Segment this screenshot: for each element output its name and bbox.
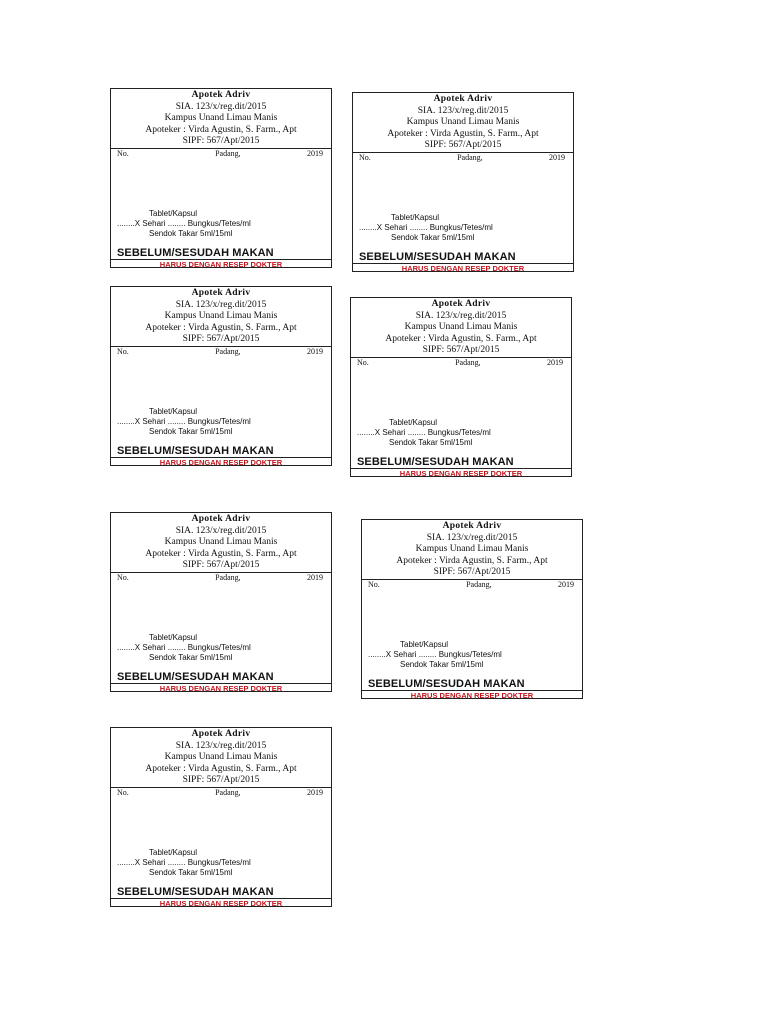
place-label: Padang, [466,579,492,589]
pharmacy-address: Kampus Unand Limau Manis [164,113,278,123]
pharmacy-name: Apotek Adriv [191,514,251,524]
dosage-frequency: ........X Sehari ........ Bungkus/Tetes/ml [117,417,251,426]
place-label: Padang, [455,357,481,367]
prescription-warning: HARUS DENGAN RESEP DOKTER [353,263,573,273]
year-label: 2019 [549,152,565,162]
dosage-form: Tablet/Kapsul [149,848,198,857]
pharmacy-address: Kampus Unand Limau Manis [164,752,278,762]
label-header [353,93,573,152]
meal-instruction: SEBELUM/SESUDAH MAKAN [368,678,525,690]
dosage-form: Tablet/Kapsul [391,213,440,222]
prescription-info-row [111,149,331,159]
number-label: No. [117,572,129,582]
dosage-frequency: ........X Sehari ........ Bungkus/Tetes/ml [117,858,251,867]
dosage-frequency: ........X Sehari ........ Bungkus/Tetes/ml [117,219,251,228]
pharmacist-name: Apoteker : Virda Agustin, S. Farm., Apt [145,124,297,135]
number-label: No. [359,152,371,162]
place-label: Padang, [215,572,241,582]
sipf-number: SIPF: 567/Apt/2015 [182,560,260,570]
meal-instruction: SEBELUM/SESUDAH MAKAN [359,251,516,263]
dosage-form: Tablet/Kapsul [149,209,198,218]
sia-number: SIA. 123/x/reg.dit/2015 [417,105,509,116]
dosage-block [111,848,251,878]
place-label: Padang, [215,346,241,356]
label-header [351,298,571,357]
prescription-warning: HARUS DENGAN RESEP DOKTER [111,259,331,269]
dosage-measure: Sendok Takar 5ml/15ml [149,653,233,662]
pharmacy-label [110,512,332,692]
number-label: No. [117,148,129,158]
prescription-info-row [111,573,331,583]
sipf-number: SIPF: 567/Apt/2015 [422,345,500,355]
meal-instruction: SEBELUM/SESUDAH MAKAN [117,886,274,898]
pharmacy-name: Apotek Adriv [191,288,251,298]
dosage-measure: Sendok Takar 5ml/15ml [149,427,233,436]
pharmacist-name: Apoteker : Virda Agustin, S. Farm., Apt [396,555,548,566]
label-header [111,89,331,148]
pharmacy-name: Apotek Adriv [191,729,251,739]
sipf-number: SIPF: 567/Apt/2015 [433,567,511,577]
dosage-measure: Sendok Takar 5ml/15ml [391,233,475,242]
place-label: Padang, [215,787,241,797]
pharmacist-name: Apoteker : Virda Agustin, S. Farm., Apt [385,333,537,344]
pharmacist-name: Apoteker : Virda Agustin, S. Farm., Apt [145,322,297,333]
place-label: Padang, [457,152,483,162]
number-label: No. [368,579,380,589]
prescription-warning: HARUS DENGAN RESEP DOKTER [362,690,582,700]
place-label: Padang, [215,148,241,158]
year-label: 2019 [558,579,574,589]
year-label: 2019 [307,572,323,582]
year-label: 2019 [307,787,323,797]
label-header [111,728,331,787]
pharmacist-name: Apoteker : Virda Agustin, S. Farm., Apt [145,763,297,774]
pharmacist-name: Apoteker : Virda Agustin, S. Farm., Apt [145,548,297,559]
number-label: No. [117,346,129,356]
pharmacy-address: Kampus Unand Limau Manis [415,544,529,554]
pharmacy-address: Kampus Unand Limau Manis [164,537,278,547]
dosage-frequency: ........X Sehari ........ Bungkus/Tetes/ml [117,643,251,652]
dosage-frequency: ........X Sehari ........ Bungkus/Tetes/ml [359,223,493,232]
prescription-info-row [353,153,573,163]
sia-number: SIA. 123/x/reg.dit/2015 [175,525,267,536]
dosage-measure: Sendok Takar 5ml/15ml [389,438,473,447]
pharmacy-label [110,88,332,268]
prescription-info-row [111,347,331,357]
prescription-warning: HARUS DENGAN RESEP DOKTER [111,898,331,908]
pharmacy-name: Apotek Adriv [442,521,502,531]
label-header [111,287,331,346]
sia-number: SIA. 123/x/reg.dit/2015 [426,532,518,543]
year-label: 2019 [307,148,323,158]
pharmacy-address: Kampus Unand Limau Manis [404,322,518,332]
sipf-number: SIPF: 567/Apt/2015 [182,334,260,344]
dosage-form: Tablet/Kapsul [149,633,198,642]
dosage-measure: Sendok Takar 5ml/15ml [149,229,233,238]
number-label: No. [117,787,129,797]
sia-number: SIA. 123/x/reg.dit/2015 [175,101,267,112]
sia-number: SIA. 123/x/reg.dit/2015 [175,299,267,310]
year-label: 2019 [307,346,323,356]
pharmacy-label [361,519,583,699]
pharmacy-name: Apotek Adriv [433,94,493,104]
prescription-info-row [111,788,331,798]
dosage-block [111,633,251,663]
pharmacy-label [110,727,332,907]
prescription-warning: HARUS DENGAN RESEP DOKTER [111,683,331,693]
number-label: No. [357,357,369,367]
meal-instruction: SEBELUM/SESUDAH MAKAN [357,456,514,468]
prescription-warning: HARUS DENGAN RESEP DOKTER [111,457,331,467]
meal-instruction: SEBELUM/SESUDAH MAKAN [117,445,274,457]
pharmacy-name: Apotek Adriv [191,90,251,100]
dosage-form: Tablet/Kapsul [149,407,198,416]
dosage-frequency: ........X Sehari ........ Bungkus/Tetes/ml [357,428,491,437]
prescription-info-row [351,358,571,368]
year-label: 2019 [547,357,563,367]
dosage-form: Tablet/Kapsul [389,418,438,427]
sipf-number: SIPF: 567/Apt/2015 [182,775,260,785]
prescription-info-row [362,580,582,590]
dosage-frequency: ........X Sehari ........ Bungkus/Tetes/ml [368,650,502,659]
pharmacy-name: Apotek Adriv [431,299,491,309]
prescription-warning: HARUS DENGAN RESEP DOKTER [351,468,571,478]
label-header [111,513,331,572]
dosage-measure: Sendok Takar 5ml/15ml [149,868,233,877]
pharmacy-address: Kampus Unand Limau Manis [406,117,520,127]
sia-number: SIA. 123/x/reg.dit/2015 [175,740,267,751]
meal-instruction: SEBELUM/SESUDAH MAKAN [117,247,274,259]
pharmacist-name: Apoteker : Virda Agustin, S. Farm., Apt [387,128,539,139]
dosage-form: Tablet/Kapsul [400,640,449,649]
dosage-block [353,213,493,243]
sipf-number: SIPF: 567/Apt/2015 [424,140,502,150]
pharmacy-label [350,297,572,477]
dosage-block [351,418,491,448]
sipf-number: SIPF: 567/Apt/2015 [182,136,260,146]
dosage-block [111,407,251,437]
meal-instruction: SEBELUM/SESUDAH MAKAN [117,671,274,683]
pharmacy-label [352,92,574,272]
sia-number: SIA. 123/x/reg.dit/2015 [415,310,507,321]
dosage-block [362,640,502,670]
pharmacy-label [110,286,332,466]
dosage-measure: Sendok Takar 5ml/15ml [400,660,484,669]
dosage-block [111,209,251,239]
label-header [362,520,582,579]
pharmacy-address: Kampus Unand Limau Manis [164,311,278,321]
